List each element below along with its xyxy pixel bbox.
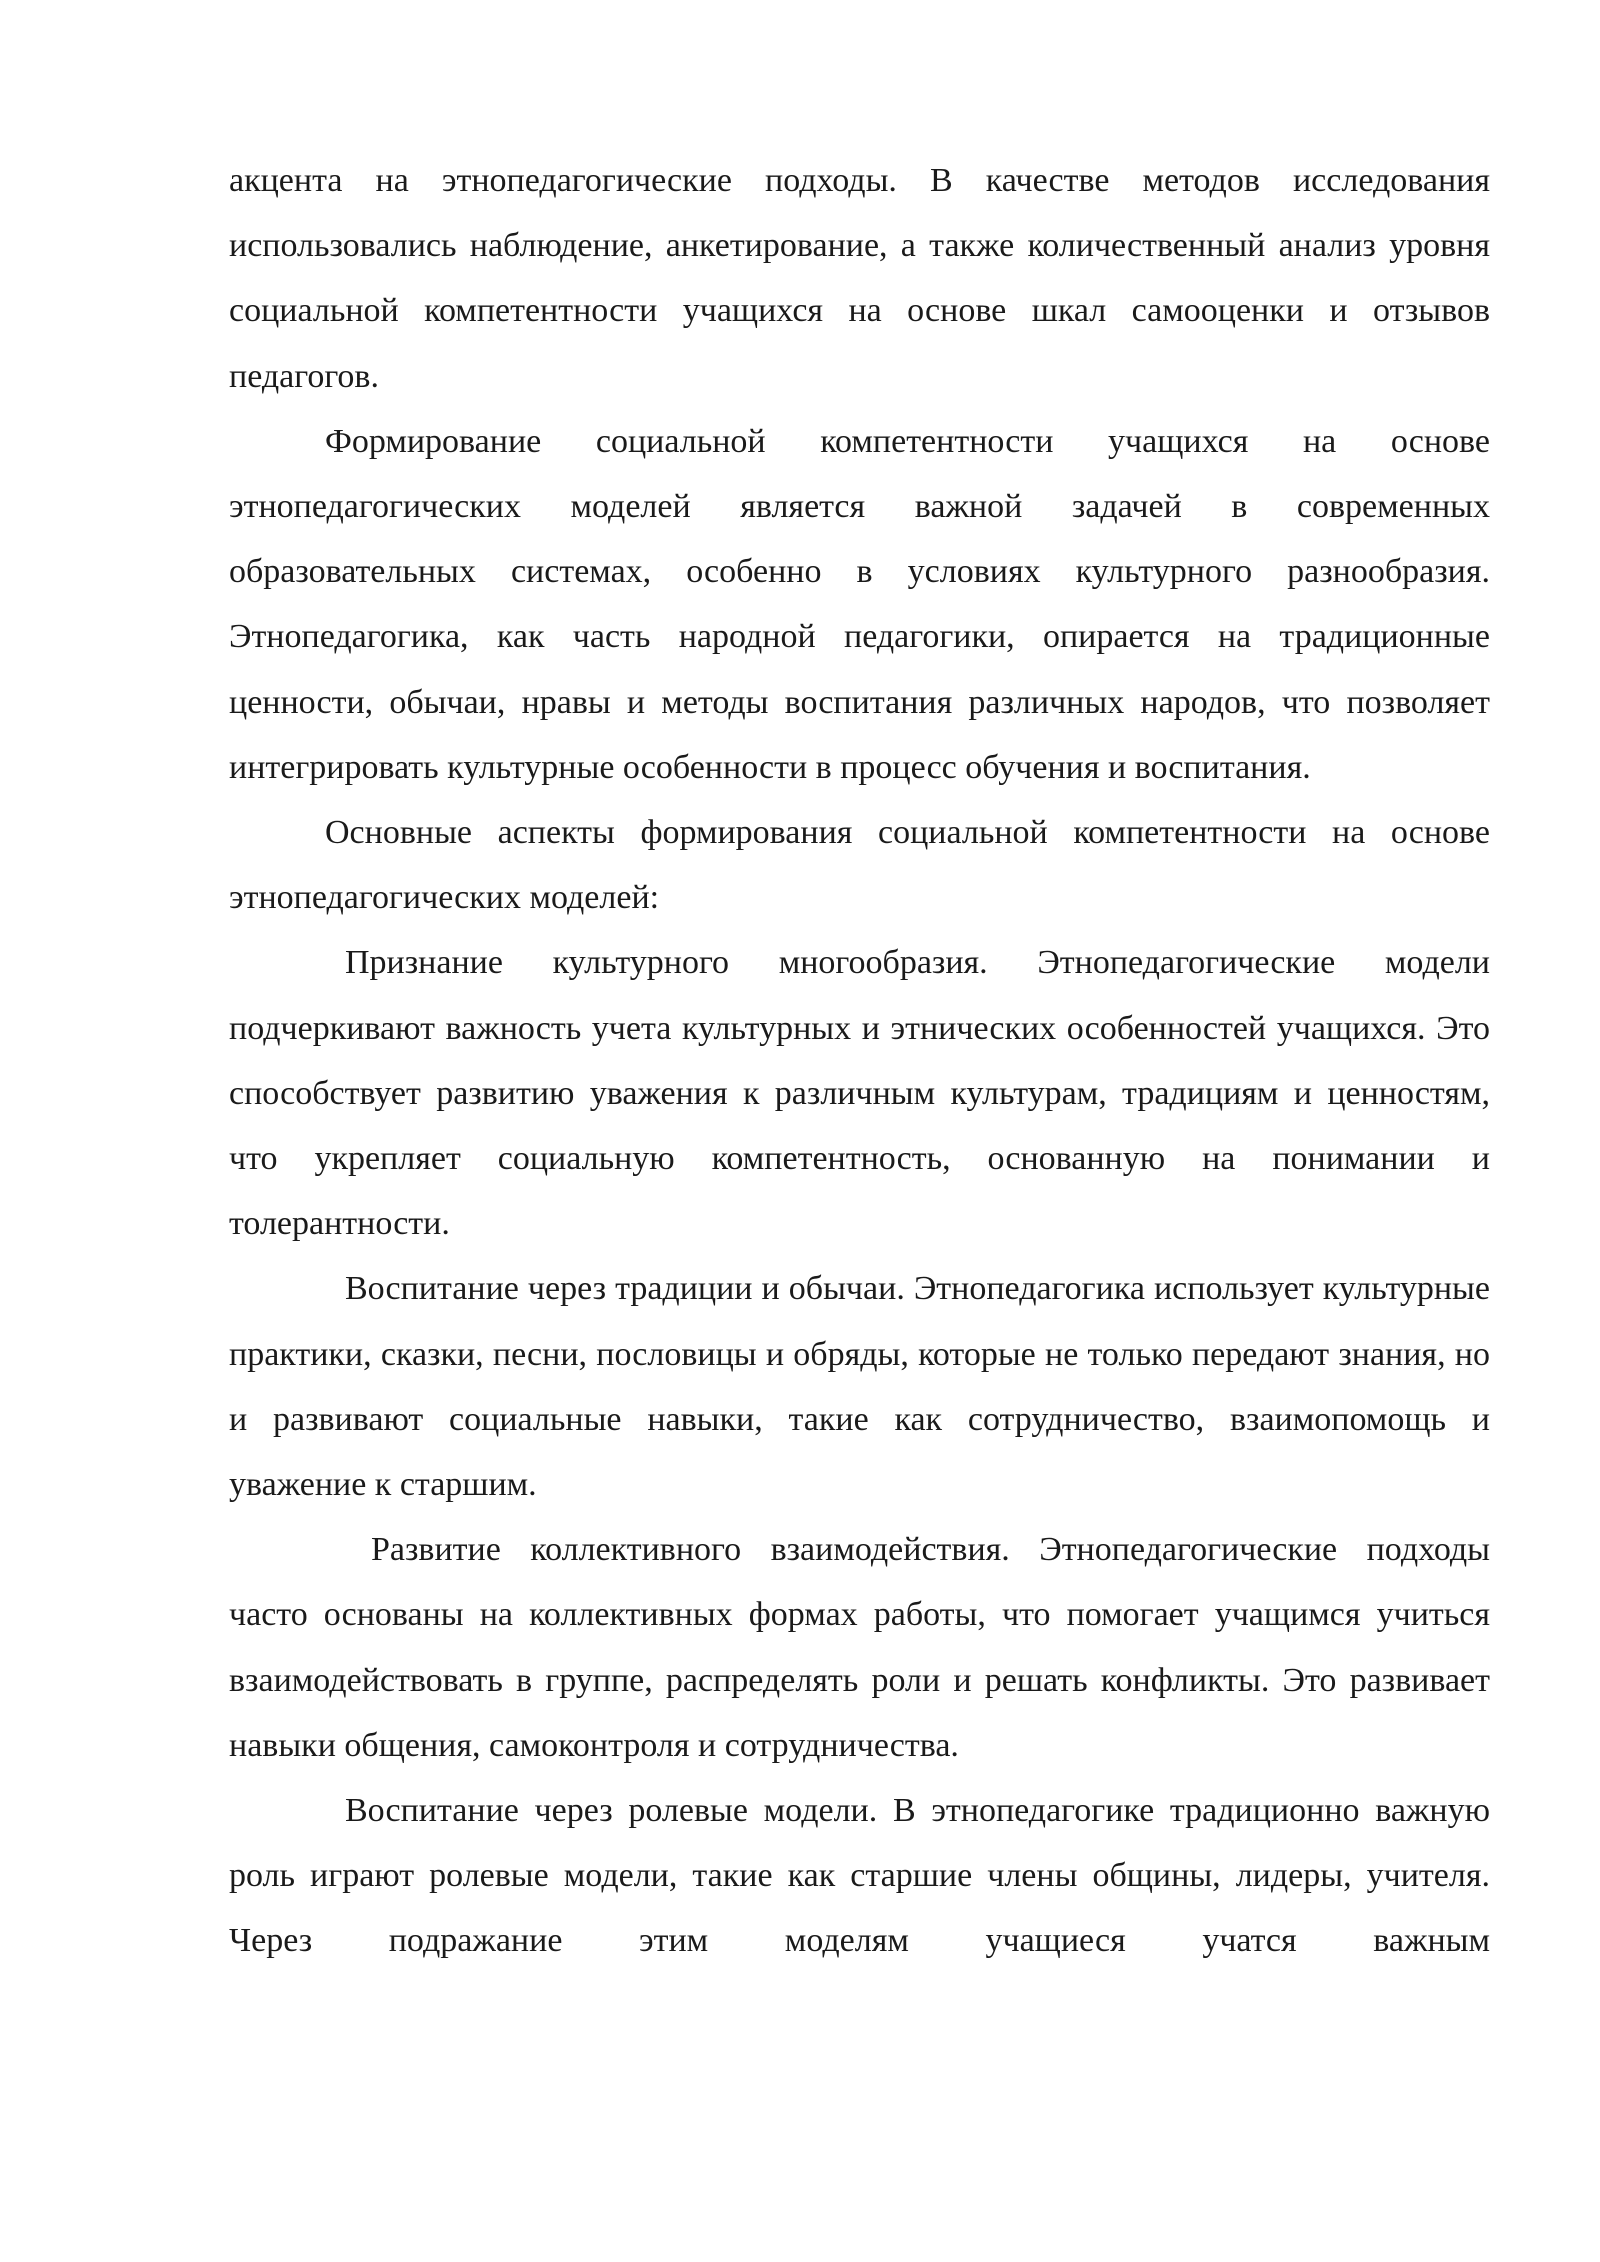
paragraph-cultural-diversity: Признание культурного многообразия. Этнопедагогические модели подчеркивают важность учета культурных и этнических особенностей учащихся. Это способствует развитию уважения к различным культурам, традициям и ценностям, что укрепляет социальную компетентность, основанную на понимании и толерантности. [229,944,1490,1243]
paragraph-traditions: Воспитание через традиции и обычаи. Этнопедагогика использует культурные практики, сказки, песни, пословицы и обряды, которые не только передают знания, но и развивают социальные навыки, такие как сотрудничество, взаимопомощь и уважение к старшим. [229,1270,1490,1504]
paragraph-main-aspects: Основные аспекты формирования социальной компетентности на основе этнопедагогических моделей: [229,814,1490,917]
document-body [229,148,1490,1974]
paragraph-methods: акцента на этнопедагогические подходы. В качестве методов исследования использовались наблюдение, анкетирование, а также количественный анализ уровня социальной компетентности учащихся на основе шкал самооценки и отзывов педагогов. [229,162,1490,395]
paragraph-collective-interaction: Развитие коллективного взаимодействия. Этнопедагогические подходы часто основаны на коллективных формах работы, что помогает учащимся учиться взаимодействовать в группе, распределять роли и решать конфликты. Это развивает навыки общения, самоконтроля и сотрудничества. [229,1531,1490,1764]
paragraph-role-models: Воспитание через ролевые модели. В этнопедагогике традиционно важную роль играют ролевые модели, такие как старшие члены общины, лидеры, учителя. Через подражание этим моделям учащиеся учатся важным [229,1792,1490,1960]
paragraph-formation: Формирование социальной компетентности учащихся на основе этнопедагогических моделей является важной задачей в современных образовательных системах, особенно в условиях культурного разнообразия. Этнопедагогика, как часть народной педагогики, опирается на традиционные ценности, обычаи, нравы и методы воспитания различных народов, что позволяет интегрировать культурные особенности в процесс обучения и воспитания. [229,422,1490,786]
